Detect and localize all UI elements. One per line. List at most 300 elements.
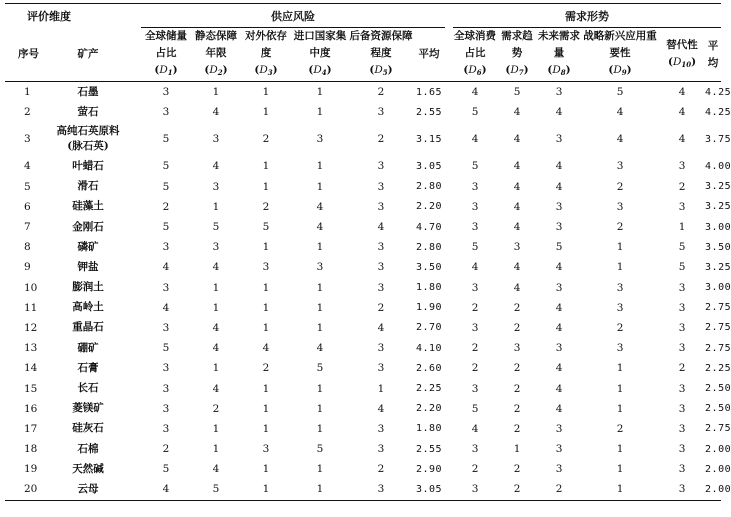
cell-d4: 3 [316,261,324,274]
cell-d3: 2 [262,133,270,146]
cell-d5: 3 [377,160,385,173]
supply-risk-group-header: 供应风险 [141,4,445,28]
cell-d5: 3 [377,241,385,254]
cell-d8: 4 [555,321,563,334]
cell-d3: 1 [241,479,291,500]
cell-d9: 4 [616,133,624,146]
cell-d6: 3 [471,281,479,294]
cell-no: 19 [24,463,38,476]
col-header-d2: 静态保障年限 $(D_2)$ [191,28,241,82]
cell-demand-avg: 2.00 [705,463,731,475]
cell-d4: 5 [316,362,324,375]
cell-d3: 1 [262,160,270,173]
cell-d6: 5 [471,402,479,415]
cell-d1: 4 [162,301,170,314]
cell-d1: 3 [162,241,170,254]
cell-d6: 3 [471,221,479,234]
cell-d6: 4 [471,261,479,274]
cell-supply-avg: 1.80 [415,423,443,435]
cell-no: 18 [24,443,38,456]
col-header-d7: 需求趋势 $(D_7)$ [497,28,537,82]
cell-mineral: 硅藻土 [72,200,104,213]
dimension-header: 评价维度 [5,4,141,28]
cell-d9: 2 [616,221,624,234]
cell-d2: 1 [212,200,220,213]
table-row [5,419,721,439]
cell-d8: 5 [555,241,563,254]
table-row [5,479,721,500]
table-row [5,82,721,103]
cell-d10: 3 [678,342,686,355]
cell-d7: 1 [513,443,521,456]
cell-d8: 4 [555,301,563,314]
cell-d2: 4 [212,321,220,334]
table-row [5,102,721,122]
cell-supply-avg: 2.80 [415,241,443,253]
group-header-row [5,4,721,28]
cell-supply-avg: 2.25 [415,383,443,395]
cell-d10: 5 [678,241,686,254]
cell-d7: 2 [497,479,537,500]
cell-d9: 1 [616,443,624,456]
cell-d9: 3 [616,160,624,173]
cell-demand-avg: 4.00 [705,160,731,172]
cell-d5: 3 [377,443,385,456]
cell-supply-avg: 2.20 [415,403,443,415]
cell-no: 3 [24,133,31,146]
cell-mineral: 石墨 [77,85,99,98]
cell-d4: 3 [316,133,324,146]
cell-d2: 3 [212,180,220,193]
cell-d9: 2 [616,180,624,193]
cell-d1: 5 [162,463,170,476]
cell-d10: 1 [678,221,686,234]
cell-d5: 2 [377,301,385,314]
table-row [5,217,721,237]
cell-d5: 2 [377,133,385,146]
cell-d5: 3 [377,261,385,274]
cell-d9: 2 [616,321,624,334]
col-header-d1: 全球储量占比 $(D_1)$ [141,28,191,82]
cell-d7: 3 [513,342,521,355]
cell-d3: 1 [262,86,270,99]
cell-no: 15 [24,382,38,395]
cell-demand-avg: 3.00 [705,221,731,233]
cell-d1: 2 [162,443,170,456]
cell-demand-avg: 2.50 [705,403,731,415]
cell-d2: 5 [212,221,220,234]
cell-no: 10 [24,281,38,294]
cell-no: 8 [24,241,31,254]
table-row [5,378,721,398]
cell-supply-avg: 3.15 [415,133,443,145]
cell-d7: 2 [513,321,521,334]
table-row [5,439,721,459]
cell-d1: 3 [162,382,170,395]
cell-d4: 1 [316,281,324,294]
cell-mineral: 云母 [53,479,141,500]
cell-d3: 1 [262,422,270,435]
cell-d4: 1 [316,180,324,193]
col-header-d9: 战略新兴应用重要性 $(D_9)$ [581,28,659,82]
cell-mineral: 天然碱 [72,462,104,475]
cell-d6: 5 [471,241,479,254]
demand-situation-group-header: 需求形势 [453,4,721,28]
cell-mineral: 萤石 [77,105,99,118]
cell-d7: 4 [513,261,521,274]
cell-mineral: 石棉 [77,442,99,455]
cell-d2: 4 [212,106,220,119]
cell-demand-avg: 3.25 [705,261,731,273]
cell-d6: 2 [471,362,479,375]
cell-demand-avg: 2.75 [705,322,731,334]
cell-d7: 2 [513,362,521,375]
cell-d10: 3 [678,301,686,314]
cell-supply-avg: 3.05 [413,479,445,500]
cell-demand-avg: 3.25 [705,201,731,213]
cell-mineral: 金刚石 [72,220,104,233]
cell-d4: 1 [316,463,324,476]
cell-d5: 1 [377,382,385,395]
cell-supply-avg: 2.55 [415,106,443,118]
cell-d3: 1 [262,180,270,193]
cell-d9: 3 [616,200,624,213]
cell-d9: 1 [616,402,624,415]
table-row [5,257,721,277]
cell-d2: 4 [212,160,220,173]
cell-no: 16 [24,402,38,415]
cell-d1: 4 [141,479,191,500]
cell-d1: 3 [162,106,170,119]
col-header-demand-avg: 平均 [705,28,721,82]
cell-no: 17 [24,422,38,435]
cell-d4: 5 [316,443,324,456]
cell-supply-avg: 2.20 [415,201,443,213]
cell-d10: 4 [678,86,686,99]
cell-d7: 2 [513,301,521,314]
cell-d4: 4 [316,200,324,213]
cell-demand-avg: 2.25 [705,362,731,374]
cell-mineral: 石膏 [77,361,99,374]
cell-d5: 3 [349,479,413,500]
cell-demand-avg: 2.00 [705,479,721,500]
cell-d3: 4 [262,342,270,355]
col-header-mineral: 矿产 [53,28,141,82]
cell-d4: 1 [291,479,349,500]
cell-d7: 4 [513,281,521,294]
cell-d8: 4 [555,180,563,193]
cell-d8: 3 [555,463,563,476]
cell-demand-avg: 3.00 [705,282,731,294]
table-row [5,298,721,318]
cell-d8: 3 [555,342,563,355]
cell-d10: 5 [678,261,686,274]
cell-d4: 1 [316,301,324,314]
cell-demand-avg: 4.25 [705,106,731,118]
cell-d9: 3 [616,342,624,355]
cell-d5: 3 [377,362,385,375]
cell-no: 11 [24,301,38,314]
cell-d9: 1 [581,479,659,500]
cell-d4: 1 [316,422,324,435]
cell-mineral: 高岭土 [72,301,104,314]
cell-d7: 4 [513,200,521,213]
cell-supply-avg: 2.60 [415,362,443,374]
cell-demand-avg: 2.75 [705,423,731,435]
cell-no: 9 [24,261,31,274]
cell-d6: 4 [471,86,479,99]
cell-d6: 5 [471,160,479,173]
cell-mineral: 钾盐 [77,260,99,273]
cell-no: 20 [5,479,53,500]
cell-supply-avg: 2.70 [415,322,443,334]
cell-demand-avg: 3.25 [705,181,731,193]
cell-mineral: 高纯石英原料 (脉石英) [56,125,120,153]
col-header-d8: 未来需求量 $(D_8)$ [537,28,581,82]
cell-d7: 4 [513,106,521,119]
cell-d10: 3 [678,463,686,476]
cell-d2: 4 [212,382,220,395]
cell-d9: 3 [616,301,624,314]
table-row [5,399,721,419]
cell-d4: 1 [316,402,324,415]
cell-no: 14 [24,362,38,375]
col-header-d3: 对外依存度 $(D_3)$ [241,28,291,82]
cell-d3: 3 [262,443,270,456]
cell-d1: 5 [162,160,170,173]
cell-d8: 4 [555,382,563,395]
cell-d2: 1 [212,301,220,314]
cell-no: 1 [24,86,31,99]
cell-d1: 3 [162,321,170,334]
cell-d3: 1 [262,281,270,294]
cell-d6: 2 [471,342,479,355]
cell-d3: 1 [262,241,270,254]
cell-d2: 4 [212,261,220,274]
cell-d7: 5 [513,86,521,99]
cell-d7: 4 [513,133,521,146]
cell-d1: 3 [162,281,170,294]
cell-no: 5 [24,180,31,193]
cell-d3: 1 [262,106,270,119]
cell-d6: 4 [471,133,479,146]
cell-d1: 3 [162,422,170,435]
table-row [5,122,721,156]
cell-d10: 2 [678,180,686,193]
cell-demand-avg: 2.50 [705,383,731,395]
cell-d8: 4 [555,362,563,375]
cell-d10: 3 [659,479,705,500]
table-row [5,237,721,257]
cell-d6: 4 [471,422,479,435]
cell-mineral: 重晶石 [72,321,104,334]
cell-d2: 4 [212,342,220,355]
cell-d4: 4 [316,221,324,234]
cell-d7: 3 [513,241,521,254]
cell-d8: 3 [555,200,563,213]
cell-mineral: 长石 [77,382,99,395]
cell-d5: 3 [377,422,385,435]
cell-d2: 1 [212,362,220,375]
cell-d10: 4 [678,106,686,119]
cell-d10: 3 [678,321,686,334]
cell-demand-avg: 3.75 [705,133,731,145]
cell-d8: 3 [555,443,563,456]
cell-d8: 3 [555,281,563,294]
table-row [5,318,721,338]
cell-d2: 4 [212,463,220,476]
table-row [5,177,721,197]
cell-d10: 3 [678,443,686,456]
cell-d6: 3 [471,200,479,213]
col-header-supply-avg: 平均 [413,28,445,82]
cell-d7: 4 [513,160,521,173]
cell-d6: 3 [471,180,479,193]
cell-d2: 1 [212,86,220,99]
cell-d8: 4 [555,402,563,415]
cell-mineral: 磷矿 [77,240,99,253]
cell-d3: 1 [262,321,270,334]
cell-d8: 3 [555,133,563,146]
cell-d10: 3 [678,402,686,415]
cell-d3: 2 [262,362,270,375]
cell-demand-avg: 4.25 [705,86,731,98]
cell-no: 4 [24,160,31,173]
cell-d6: 3 [453,479,497,500]
cell-d9: 1 [616,241,624,254]
cell-d6: 3 [471,443,479,456]
cell-d2: 1 [212,443,220,456]
col-header-d4: 进口国家集中度 $(D_4)$ [291,28,349,82]
cell-d2: 5 [191,479,241,500]
cell-d5: 4 [377,221,385,234]
cell-d9: 4 [616,106,624,119]
cell-d9: 1 [616,463,624,476]
cell-d10: 4 [678,133,686,146]
cell-d9: 1 [616,362,624,375]
cell-demand-avg: 2.75 [705,302,731,314]
cell-d2: 1 [212,422,220,435]
cell-d7: 2 [513,382,521,395]
cell-d10: 3 [678,200,686,213]
cell-d7: 4 [513,221,521,234]
cell-d2: 3 [212,133,220,146]
cell-demand-avg: 2.00 [705,443,731,455]
table-row [5,197,721,217]
cell-no: 7 [24,221,31,234]
cell-d8: 3 [555,221,563,234]
cell-d3: 1 [262,382,270,395]
cell-mineral: 叶蜡石 [72,159,104,172]
cell-d3: 5 [262,221,270,234]
cell-d1: 3 [162,362,170,375]
cell-d7: 2 [513,422,521,435]
cell-d1: 5 [162,180,170,193]
cell-d4: 1 [316,241,324,254]
cell-d4: 4 [316,342,324,355]
cell-supply-avg: 3.50 [415,261,443,273]
cell-d8: 4 [555,106,563,119]
cell-d3: 2 [262,200,270,213]
cell-d1: 4 [162,261,170,274]
cell-d1: 2 [162,200,170,213]
cell-d5: 3 [377,106,385,119]
cell-d2: 3 [212,241,220,254]
table-row [5,358,721,378]
cell-d9: 5 [616,86,624,99]
col-header-d10: 替代性 $(D_{10})$ [659,28,705,82]
cell-d8: 4 [555,261,563,274]
cell-d3: 1 [262,301,270,314]
cell-mineral: 滑石 [77,180,99,193]
table-body [5,82,731,501]
cell-no: 6 [24,200,31,213]
cell-d4: 1 [316,106,324,119]
cell-d6: 5 [471,106,479,119]
cell-supply-avg: 4.70 [415,221,443,233]
cell-d4: 1 [316,160,324,173]
cell-d2: 1 [212,281,220,294]
table-row [5,278,721,298]
cell-d9: 2 [616,422,624,435]
cell-mineral: 膨润土 [72,281,104,294]
cell-d10: 3 [678,160,686,173]
cell-d7: 2 [513,402,521,415]
cell-supply-avg: 3.05 [415,160,443,172]
cell-d8: 4 [555,160,563,173]
cell-d1: 5 [162,342,170,355]
cell-mineral: 菱镁矿 [72,402,104,415]
cell-no: 12 [24,321,38,334]
cell-d10: 3 [678,422,686,435]
col-header-no: 序号 [5,28,53,82]
cell-d7: 4 [513,180,521,193]
cell-d6: 3 [471,382,479,395]
cell-d7: 2 [513,463,521,476]
evaluation-table [5,3,731,501]
cell-supply-avg: 2.90 [415,463,443,475]
cell-supply-avg: 1.65 [415,86,443,98]
cell-demand-avg: 3.50 [705,241,731,253]
cell-d4: 1 [316,86,324,99]
cell-d9: 1 [616,382,624,395]
cell-d1: 5 [162,221,170,234]
cell-d4: 1 [316,321,324,334]
cell-mineral: 硅灰石 [72,422,104,435]
column-header-row [5,28,721,82]
cell-d5: 4 [377,321,385,334]
cell-d1: 5 [162,133,170,146]
cell-mineral: 硼矿 [77,341,99,354]
cell-supply-avg: 2.55 [415,443,443,455]
cell-d5: 3 [377,281,385,294]
cell-d1: 3 [162,86,170,99]
cell-d2: 2 [212,402,220,415]
cell-no: 13 [24,342,38,355]
cell-d5: 4 [377,402,385,415]
cell-d1: 3 [162,402,170,415]
cell-d6: 2 [471,301,479,314]
cell-d9: 1 [616,261,624,274]
cell-d10: 3 [678,382,686,395]
cell-d10: 2 [678,362,686,375]
cell-no: 2 [24,106,31,119]
table-row [5,156,721,176]
cell-d8: 3 [555,86,563,99]
cell-demand-avg: 2.75 [705,342,731,354]
cell-d3: 3 [262,261,270,274]
cell-d5: 3 [377,200,385,213]
